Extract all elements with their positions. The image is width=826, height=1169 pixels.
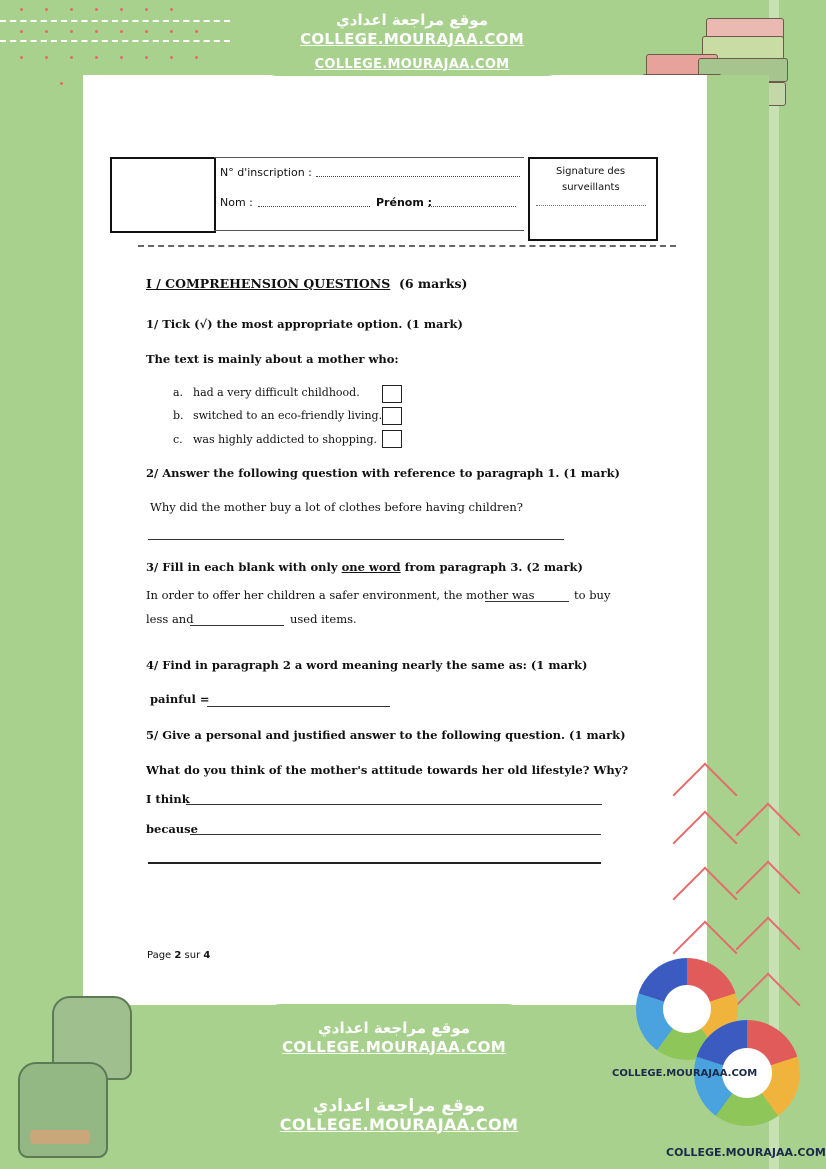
page-number: Page 2 sur 4 (147, 950, 211, 961)
bottom-watermark-banner-2 (268, 1080, 530, 1150)
q4-word: painful = (150, 692, 210, 706)
q2-question: Why did the mother buy a lot of clothes before having children? (150, 500, 523, 514)
q1-prompt: 1/ Tick (√) the most appropriate option. (1 mark) (146, 317, 463, 331)
logo-text-1: COLLEGE.MOURAJAA.COM (612, 1068, 758, 1079)
watermark-arabic-2: موقع مراجعة اعدادي (318, 1019, 470, 1037)
q3-blank-1[interactable] (485, 601, 569, 602)
q4-prompt: 4/ Find in paragraph 2 a word meaning nearly the same as: (1 mark) (146, 658, 588, 672)
q1-option-a-letter: a. (173, 386, 184, 399)
q1-stem: The text is mainly about a mother who: (146, 352, 399, 366)
q3-blank-2[interactable] (190, 625, 284, 626)
q3-line1-text: In order to offer her children a safer environment, the mother was (146, 588, 535, 602)
q3-prompt: 3/ Fill in each blank with only one word from paragraph 3. (2 mark) (146, 560, 583, 574)
prenom-label: Prénom : (376, 196, 433, 209)
signature-label-2: surveillants (562, 182, 620, 193)
q1-checkbox-b[interactable] (382, 407, 402, 425)
logo-text-2: COLLEGE.MOURAJAA.COM (666, 1146, 826, 1159)
q3-line2-text: less and (146, 612, 194, 626)
q5-because-label: because (146, 822, 198, 836)
bottom-watermark-banner-1 (266, 1004, 522, 1070)
q1-checkbox-c[interactable] (382, 430, 402, 448)
q1-checkbox-a[interactable] (382, 385, 402, 403)
q2-answer-line[interactable] (148, 539, 564, 540)
signature-line (536, 205, 646, 206)
watermark-url-2: COLLEGE.MOURAJAA.COM (282, 1038, 506, 1056)
inscription-field[interactable] (316, 176, 520, 177)
q5-prompt: 5/ Give a personal and justified answer to the following question. (1 mark) (146, 728, 626, 742)
cut-line (138, 245, 676, 247)
q5-because-line[interactable] (190, 834, 601, 835)
inscription-label: N° d'inscription : (220, 166, 312, 179)
q5-question: What do you think of the mother's attitude towards her old lifestyle? Why? (146, 763, 629, 777)
q3-line2-end: used items. (290, 612, 357, 626)
q2-prompt: 2/ Answer the following question with reference to paragraph 1. (1 mark) (146, 466, 620, 480)
q3-line1-end: to buy (574, 588, 611, 602)
watermark-url-secondary: COLLEGE.MOURAJAA.COM (314, 57, 510, 72)
watermark-arabic-3: موقع مراجعة اعدادي (312, 1096, 486, 1116)
q1-option-c-letter: c. (173, 433, 183, 446)
q1-option-a: had a very difficult childhood. (193, 386, 360, 399)
section-title: I / COMPREHENSION QUESTIONS (6 marks) (146, 276, 468, 291)
q4-answer-line[interactable] (207, 706, 390, 707)
signature-label: Signature des (556, 166, 626, 177)
watermark-url: COLLEGE.MOURAJAA.COM (300, 30, 524, 48)
q5-think-label: I think (146, 792, 190, 806)
q5-extra-line[interactable] (148, 862, 601, 864)
watermark-url-3: COLLEGE.MOURAJAA.COM (279, 1115, 519, 1134)
top-watermark-banner (262, 4, 562, 76)
q1-option-b-letter: b. (173, 409, 184, 422)
q1-option-b: switched to an eco-friendly living. (193, 409, 383, 422)
q5-think-line[interactable] (186, 804, 602, 805)
prenom-field[interactable] (428, 206, 516, 207)
nom-field[interactable] (258, 206, 370, 207)
watermark-arabic: موقع مراجعة اعدادي (336, 11, 488, 29)
photo-box (110, 157, 216, 233)
right-green-band (707, 75, 769, 1005)
nom-label: Nom : (220, 196, 253, 209)
q1-option-c: was highly addicted to shopping. (193, 433, 377, 446)
